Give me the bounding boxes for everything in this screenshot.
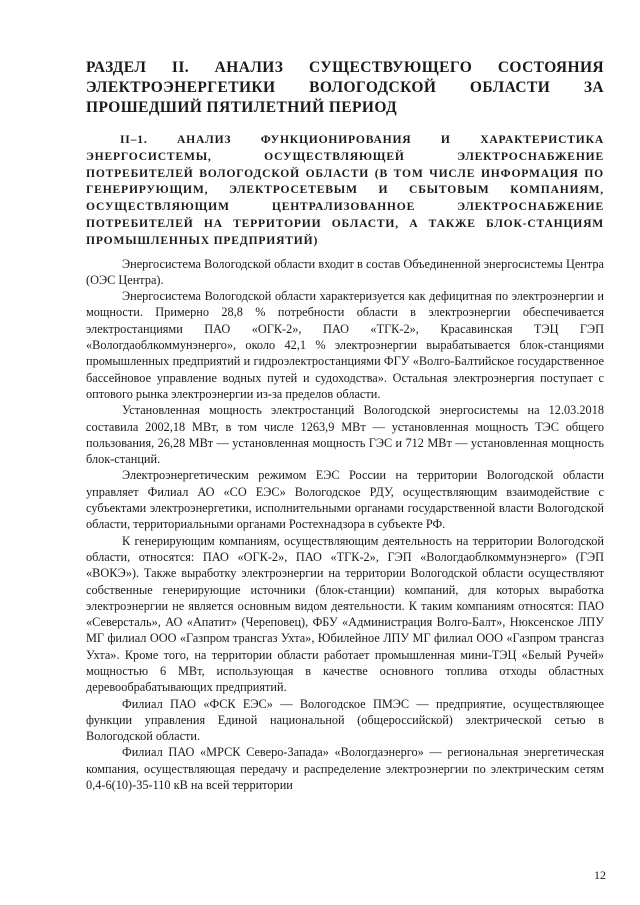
section-title: РАЗДЕЛ II. АНАЛИЗ СУЩЕСТВУЮЩЕГО СОСТОЯНИЯ ЭЛЕКТРОЭНЕРГЕТИКИ ВОЛОГОДСКОЙ ОБЛАСТИ ЗА ПРОШЕДШИЙ ПЯТИЛЕТНИЙ ПЕРИОД — [86, 59, 604, 116]
paragraph: К генерирующим компаниям, осуществляющим деятельность на территории Вологодской области, относятся: ПАО «ОГК-2», ПАО «ТГК-2», ГЭП «Вологдаоблкоммунэнерго» (ГЭП «ВОКЭ»). Также выработку электроэнергии на территории Вологодской области осуществляют собственные генерирующие источники (блок-станции) компаний, для которых выработка электроэнергии не является основным видом деятельности. К таким компаниям относятся: ПАО «Северсталь», АО «Апатит» (Череповец), ФБУ «Администрация Волго-Балт», Нюксенское ЛПУ МГ филиал ООО «Газпром трансгаз Ухта», Юбилейное ЛПУ МГ филиал ООО «Газпром трансгаз Ухта». Кроме того, на территории области работает промышленная мини-ТЭЦ «Белый Ручей» мощностью 6 МВт, использующая в качестве основного топлива отходы областных деревообрабатывающих предприятий. — [86, 533, 604, 695]
paragraph: Энергосистема Вологодской области характеризуется как дефицитная по электроэнергии и мощности. Примерно 28,8 % потребности области в электроэнергии обеспечивается электростанциями ПАО «ОГК-2», ПАО «ТГК-2», Красавинская ТЭЦ ГЭП «Вологдаоблкоммунэнерго», около 42,1 % электроэнергии вырабатывается блок-станциями промышленных предприятий и гидроэлектростанциями ФГУ «Волго-Балтийское государственное бассейновое управление водных путей и судоходства». Остальная электроэнергия поступает с оптового рынка электроэнергии из-за пределов области. — [86, 289, 604, 401]
paragraph: Энергосистема Вологодской области входит в состав Объединенной энергосистемы Центра (ОЭС Центра). — [86, 256, 604, 287]
subsection-title: II–1. АНАЛИЗ ФУНКЦИОНИРОВАНИЯ И ХАРАКТЕРИСТИКА ЭНЕРГОСИСТЕМЫ, ОСУЩЕСТВЛЯЮЩЕЙ ЭЛЕКТРОСНАБЖЕНИЕ ПОТРЕБИТЕЛЕЙ ВОЛОГОДСКОЙ ОБЛАСТИ (В ТОМ ЧИСЛЕ ИНФОРМАЦИЯ ПО ГЕНЕРИРУЮЩИМ, ЭЛЕКТРОСЕТЕВЫМ И СБЫТОВЫМ КОМПАНИЯМ, ОСУЩЕСТВЛЯЮЩИМ ЦЕНТРАЛИЗОВАННОЕ ЭЛЕКТРОСНАБЖЕНИЕ ПОТРЕБИТЕЛЕЙ НА ТЕРРИТОРИИ ОБЛАСТИ, А ТАКЖЕ БЛОК-СТАНЦИЯМ ПРОМЫШЛЕННЫХ ПРЕДПРИЯТИЙ) — [86, 133, 604, 247]
body-text — [86, 256, 604, 794]
paragraph: Электроэнергетическим режимом ЕЭС России на территории Вологодской области управляет Филиал АО «СО ЕЭС» Вологодское РДУ, осуществляющим взаимодействие с субъектами электроэнергетики, исполнительными органами государственной власти Вологодской области, территориальными органами Ростехнадзора в субъекте РФ. — [86, 468, 604, 532]
paragraph: Филиал ПАО «МРСК Северо-Запада» «Вологдаэнерго» — региональная энергетическая компания, осуществляющая передачу и распределение электроэнергии по электрическим сетям 0,4-6(10)-35-110 кВ на всей территории — [86, 745, 604, 793]
paragraph: Установленная мощность электростанций Вологодской энергосистемы на 12.03.2018 составила 2002,18 МВт, в том числе 1263,9 МВт — установленная мощность ТЭС общего пользования, 26,28 МВт — установленная мощность ГЭС и 712 МВт — установленная мощность блок-станций. — [86, 403, 604, 467]
paragraph: Филиал ПАО «ФСК ЕЭС» — Вологодское ПМЭС — предприятие, осуществляющее функции управления Единой национальной (общероссийской) электрической сетью в Вологодской области. — [86, 696, 604, 744]
page-number: 12 — [594, 868, 606, 882]
